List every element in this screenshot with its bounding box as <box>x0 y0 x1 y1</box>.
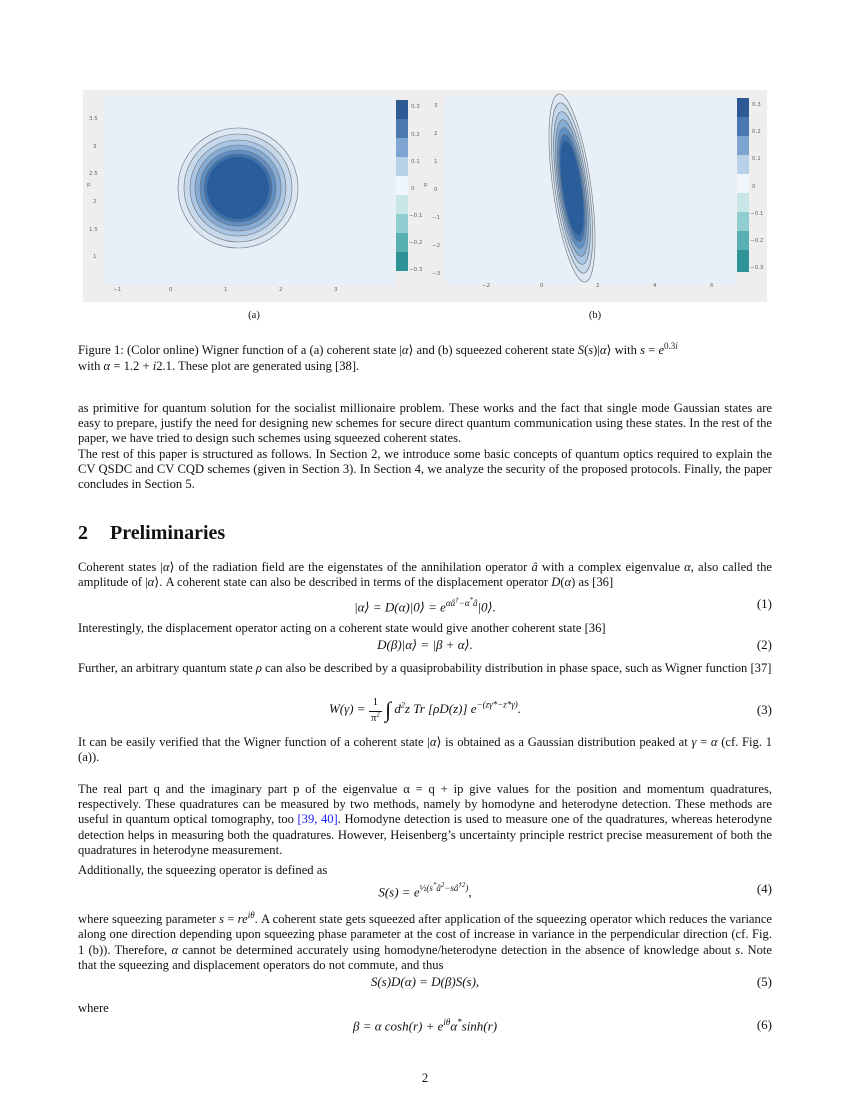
y-tick-a: 1 <box>93 254 97 260</box>
colorbar-tick-b: −0.2 <box>750 238 764 244</box>
equation-2-body: D(β)|α⟩ = |β + α⟩. <box>377 637 473 652</box>
page-number: 2 <box>421 1071 429 1085</box>
section-number: 2 <box>78 522 88 544</box>
y-tick-b: −3 <box>432 271 441 277</box>
quadratures-text-b: . Homodyne detection is used to measure one of the quadratures, whereas heterodyne detection helps in measuring both the quadratures. However, Heisenberg’s uncertainty principle restrict precise measurement of both the quadratures in heterodyne measurement. <box>78 812 772 857</box>
equation-3: W(γ) = 1 $\pi^2$ ∫ $d^2z$ Tr [ρD(z)] $e^{-(z\gamma*-z*\gamma)}$. (3) <box>328 696 772 724</box>
figure-caption: Figure 1: (Color online) Wigner function of a (a) coherent state |α⟩ and (b) squeezed coherent state S(s)|α⟩ with $s = e^{0.3i}$ with α = 1.2 + i2.1. These plot are generated using [38]. <box>78 341 678 374</box>
colorbar-tick-a: 0 <box>411 186 415 192</box>
y-tick-b: −1 <box>432 215 441 221</box>
colorbar-tick-b: 0 <box>752 184 756 190</box>
equation-number: (2) <box>756 637 772 652</box>
equation-number: (1) <box>756 596 772 611</box>
equation-1: |α⟩ = D(α)|0⟩ = $e^{\alpha â^\dagger-\alpha^*â}|0⟩$. (1) <box>354 596 772 615</box>
x-tick-b: 6 <box>710 283 714 289</box>
paragraph-where: where <box>78 1001 109 1015</box>
y-tick-b: 0 <box>434 187 438 193</box>
section-heading <box>78 522 225 545</box>
colorbar-tick-a: −0.3 <box>409 267 423 273</box>
wigner-plot-coherent <box>83 90 426 302</box>
paragraph-squeeze-description: where squeezing parameter $s = re^{i\theta}$. A coherent state gets squeezed after application of the squeezing operator which reduces the variance along one direction depending upon squeezing phase parameter at the cost of increase in variance in the perpendicular direction (cf. Fig. 1 (b)). Therefore, α cannot be determined accurately using homodyne/heterodyne detection in the absence of knowledge about s. Note that the squeezing and displacement operators do not commute, and thus <box>78 910 773 972</box>
colorbar-tick-b: 0.2 <box>752 129 761 135</box>
intro-paragraph-2: The rest of this paper is structured as follows. In Section 2, we introduce some basic concepts of quantum optics required to explain the CV QSDC and CV CQD schemes (given in Section 3). In Section 4, we analyze the security of the proposed protocols. Finally, the paper concludes in Section 5. <box>78 447 772 492</box>
y-tick-a: 1.5 <box>89 227 98 233</box>
equation-number: (5) <box>756 974 772 989</box>
colorbar-tick-a: 0.1 <box>411 159 420 165</box>
colorbar-tick-a: 0.2 <box>411 132 420 138</box>
y-tick-b: −2 <box>432 243 441 249</box>
colorbar-a <box>396 100 408 271</box>
section-title: Preliminaries <box>110 522 226 544</box>
x-tick-b: 0 <box>540 283 544 289</box>
subfigure-label-a: (a) <box>248 310 260 321</box>
paragraph-wigner: Further, an arbitrary quantum state ρ can also be described by a quasiprobability distribution in phase space, such as Wigner function [37] <box>78 661 772 675</box>
quadratures-text-a: The real part q and the imaginary part p of the eigenvalue α = q + ip give values for the position and momentum quadratures, respectively. These quadratures can be measured by two methods, namely by homodyne and heterodyne detection. These methods are useful in quantum optical tomography, too <box>78 782 772 827</box>
x-tick-a: 0 <box>169 287 173 293</box>
figure-panel-b <box>426 90 767 302</box>
x-tick-a: 2 <box>279 287 283 293</box>
coherent-contours <box>178 128 298 248</box>
y-tick-b: 3 <box>434 103 438 109</box>
equation-number: (6) <box>756 1017 772 1032</box>
equation-number: (4) <box>756 881 772 896</box>
citation-link[interactable]: [39, 40] <box>297 812 338 827</box>
colorbar-tick-a: −0.2 <box>409 240 423 246</box>
colorbar-tick-b: 0.1 <box>752 156 761 162</box>
colorbar-tick-b: −0.3 <box>750 265 764 271</box>
colorbar-tick-b: 0.3 <box>752 102 761 108</box>
paragraph-coherent-states: Coherent states |α⟩ of the radiation field are the eigenstates of the annihilation operator â with a complex eigenvalue α, also called the amplitude of |α⟩. A coherent state can also be described in terms of the displacement operator D(α) as [36] <box>78 560 772 590</box>
y-tick-a: 2.5 <box>89 171 98 177</box>
figure-panel-a <box>83 90 426 302</box>
equation-4: $S(s) = e^{\frac{1}{2}(s^*â^2-sâ^{\dagger 2})}$, (4) <box>378 881 772 900</box>
colorbar-b <box>737 98 749 272</box>
paragraph-squeeze-intro: Additionally, the squeezing operator is defined as <box>78 863 328 877</box>
x-tick-b: 4 <box>653 283 657 289</box>
colorbar-tick-b: −0.1 <box>750 211 764 217</box>
paragraph-gaussian: It can be easily verified that the Wigner function of a coherent state |α⟩ is obtained as a Gaussian distribution peaked at γ = α (cf. Fig. 1 (a)). <box>78 735 772 765</box>
equation-5-body: S(s)D(α) = D(β)S(s), <box>370 974 480 989</box>
equation-number: (3) <box>756 702 772 717</box>
paragraph-displacement: Interestingly, the displacement operator acting on a coherent state would give another coherent state [36] <box>78 621 606 635</box>
colorbar-tick-a: −0.1 <box>409 213 423 219</box>
equation-6: β = α $\cosh(r) + e^{i\theta}\alpha^*\sinh(r)$ (6) <box>352 1017 772 1034</box>
x-tick-b: 2 <box>596 283 600 289</box>
equation-2 <box>78 637 772 655</box>
y-tick-b: 1 <box>434 159 438 165</box>
equation-5 <box>78 974 772 992</box>
x-tick-b: −2 <box>482 283 491 289</box>
subfigure-label-b: (b) <box>588 310 602 321</box>
x-tick-a: 3 <box>334 287 338 293</box>
x-tick-a: −1 <box>113 287 122 293</box>
y-axis-label-b: p <box>424 182 428 188</box>
y-tick-a: 3.5 <box>89 116 98 122</box>
y-tick-b: 2 <box>434 131 438 137</box>
colorbar-tick-a: 0.3 <box>411 104 420 110</box>
y-tick-a: 2 <box>93 199 97 205</box>
y-axis-label-a: p <box>87 182 91 188</box>
wigner-plot-squeezed <box>426 90 767 302</box>
intro-paragraph-1: as primitive for quantum solution for the socialist millionaire problem. These works and the fact that single mode Gaussian states are easy to prepare, justify the need for designing new schemes for secure direct quantum communication using these states. In the rest of the paper, we have tried to design such schemes using squeezed coherent states. <box>78 401 772 446</box>
x-tick-a: 1 <box>224 287 228 293</box>
y-tick-a: 3 <box>93 144 97 150</box>
paragraph-quadratures <box>78 782 772 858</box>
